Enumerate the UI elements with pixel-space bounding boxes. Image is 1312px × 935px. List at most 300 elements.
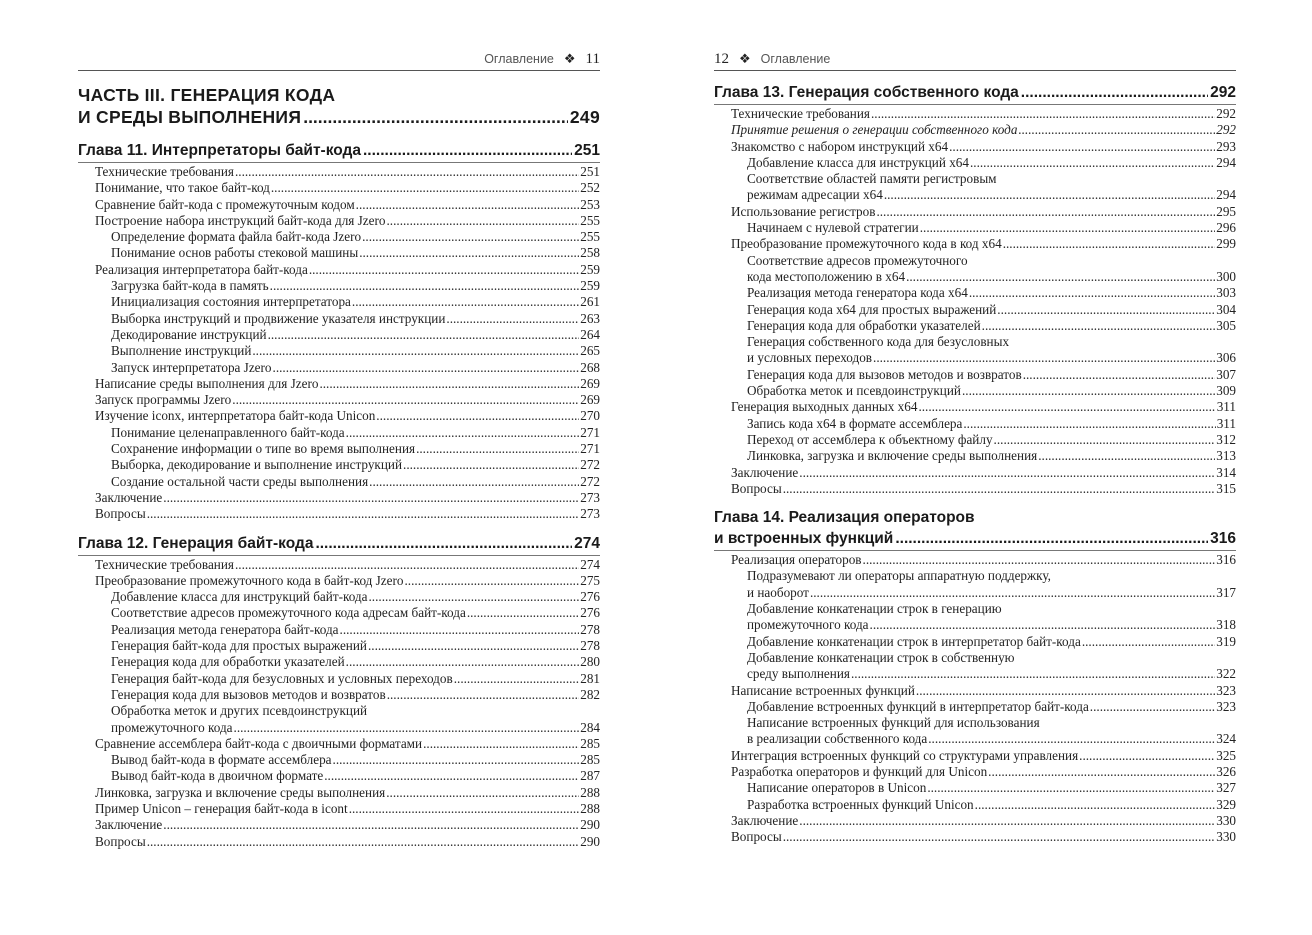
- toc-entry-leader: [454, 671, 580, 687]
- toc-entry[interactable]: [78, 703, 600, 736]
- toc-entry-leader: [423, 736, 579, 752]
- toc-entry-leader: [147, 834, 580, 850]
- toc-entry-leader: [962, 383, 1215, 399]
- chapter-leader: [363, 140, 572, 161]
- toc-entry-row: [95, 736, 600, 752]
- toc-entry-row: [747, 432, 1236, 448]
- left-header-separator-icon: ❖: [563, 51, 576, 66]
- toc-entry-page-number: 304: [1216, 301, 1236, 317]
- toc-entry-row: [111, 654, 600, 670]
- toc-entry-row: [111, 441, 600, 457]
- toc-entry-page-number: 259: [580, 278, 600, 294]
- toc-entry-text: режимам адресации x64: [747, 187, 883, 203]
- toc-entry-text: Переход от ассемблера к объектному файлу: [747, 431, 993, 447]
- toc-entry[interactable]: [714, 318, 1236, 334]
- toc-entry[interactable]: [78, 785, 600, 801]
- toc-entry-leader: [387, 687, 580, 703]
- toc-entry-leader: [163, 490, 579, 506]
- toc-entry-text: Сохранение информации о типе во время выполнения: [111, 441, 416, 457]
- toc-entry-text: Вывод байт-кода в формате ассемблера: [111, 752, 332, 768]
- toc-entry-row: [747, 220, 1236, 236]
- toc-entry-leader: [970, 155, 1215, 171]
- toc-entry[interactable]: [78, 834, 600, 850]
- toc-entry-text: Сравнение байт-кода с промежуточным кодом: [95, 196, 355, 212]
- toc-entry-page-number: 261: [580, 294, 600, 310]
- toc-entry[interactable]: [714, 334, 1236, 367]
- toc-entry[interactable]: [78, 474, 600, 490]
- toc-entry-leader: [1003, 236, 1216, 252]
- toc-entry-leader: [163, 817, 579, 833]
- toc-entry[interactable]: [714, 432, 1236, 448]
- toc-entry-row: [111, 327, 600, 343]
- toc-entry-page-number: 253: [580, 196, 600, 212]
- toc-entry[interactable]: [714, 813, 1236, 829]
- toc-entry-text: Заключение: [731, 812, 799, 828]
- toc-entry[interactable]: [78, 671, 600, 687]
- toc-entry-leader: [928, 731, 1215, 747]
- toc-entry-page-number: 268: [580, 359, 600, 375]
- toc-entry-row: [95, 573, 600, 589]
- toc-entry-text: Написание операторов в Unicon: [747, 780, 927, 796]
- toc-entry[interactable]: [714, 448, 1236, 464]
- toc-entry-text: Реализация операторов: [731, 552, 862, 568]
- toc-entry-page-number: 316: [1216, 552, 1236, 568]
- toc-entry-leader: [876, 204, 1215, 220]
- toc-entry-leader: [268, 327, 580, 343]
- part-title-line2: И СРЕДЫ ВЫПОЛНЕНИЯ: [78, 107, 302, 127]
- chapter-heading-row: [714, 82, 1236, 103]
- toc-entry-page-number: 273: [580, 506, 600, 522]
- toc-entry-leader: [333, 752, 580, 768]
- toc-entry-row: [95, 408, 600, 424]
- toc-entry[interactable]: [714, 650, 1236, 683]
- right-running-header: [714, 48, 1236, 71]
- toc-entry-page-number: 315: [1216, 480, 1236, 496]
- chapter-entries: [78, 164, 600, 523]
- toc-entry[interactable]: [78, 752, 600, 768]
- toc-entry-page-number: 272: [580, 457, 600, 473]
- toc-entry-text: Вопросы: [731, 480, 782, 496]
- toc-entry-text: Соответствие адресов промежуточного кода адресам байт-кода: [111, 605, 466, 621]
- left-header-label: Оглавление: [484, 52, 554, 66]
- toc-entry-page-number: 325: [1216, 747, 1236, 763]
- toc-entry-page-number: 271: [580, 441, 600, 457]
- toc-entry-leader: [235, 164, 579, 180]
- toc-entry-page-number: 264: [580, 326, 600, 342]
- toc-entry[interactable]: [714, 106, 1236, 122]
- toc-entry-row: [95, 557, 600, 573]
- toc-entry-leader: [799, 813, 1215, 829]
- toc-entry-leader: [252, 343, 579, 359]
- toc-entry[interactable]: [78, 573, 600, 589]
- toc-entry-page-number: 281: [580, 670, 600, 686]
- toc-entry-row: [731, 829, 1236, 845]
- toc-entry[interactable]: [78, 654, 600, 670]
- toc-entry-text: Выборка инструкций и продвижение указателя инструкции: [111, 310, 446, 326]
- toc-entry-text: Знакомство с набором инструкций x64: [731, 138, 949, 154]
- toc-entry-text: Инициализация состояния интерпретатора: [111, 294, 351, 310]
- toc-entry[interactable]: [714, 383, 1236, 399]
- toc-entry-leader: [362, 229, 579, 245]
- toc-entry-page-number: 252: [580, 180, 600, 196]
- toc-entry-text: Разработка операторов и функций для Unicon: [731, 763, 988, 779]
- toc-entry-text-line1: Генерация собственного кода для безусловных: [747, 334, 1010, 350]
- toc-entry-text: Вопросы: [95, 506, 146, 522]
- chapter-heading[interactable]: [78, 140, 600, 163]
- toc-entry[interactable]: [714, 171, 1236, 204]
- toc-entry-leader: [997, 302, 1215, 318]
- toc-entry-page-number: 287: [580, 768, 600, 784]
- toc-entry[interactable]: [714, 155, 1236, 171]
- toc-entry-text: Преобразование промежуточного кода в код x64: [731, 236, 1002, 252]
- toc-entry-text: в реализации собственного кода: [747, 731, 928, 747]
- toc-entry[interactable]: [78, 457, 600, 473]
- toc-entry-page-number: 251: [580, 164, 600, 179]
- toc-entry-text: и условных переходов: [747, 350, 873, 366]
- toc-entry-row: [111, 622, 600, 638]
- toc-entry[interactable]: [78, 376, 600, 392]
- toc-entry-row: [95, 197, 600, 213]
- toc-entry-page-number: 284: [580, 719, 600, 735]
- toc-entry-row: [731, 748, 1236, 764]
- right-page-number: 12: [714, 50, 729, 67]
- toc-entry-page-number: 312: [1216, 431, 1236, 447]
- toc-entry-leader: [1038, 448, 1215, 464]
- chapter-title: и встроенных функций: [714, 530, 894, 548]
- toc-entry[interactable]: [714, 780, 1236, 796]
- toc-entry[interactable]: [714, 367, 1236, 383]
- toc-entry[interactable]: [714, 634, 1236, 650]
- toc-entry-text: Технические требования: [95, 556, 234, 572]
- toc-entry-text: Вопросы: [731, 829, 782, 845]
- toc-entry-page-number: 265: [580, 343, 600, 359]
- toc-entry-row: [747, 269, 1236, 285]
- toc-entry-text: Сравнение ассемблера байт-кода с двоичными форматами: [95, 735, 423, 751]
- toc-entry-page-number: 307: [1216, 366, 1236, 382]
- toc-entry-leader: [873, 350, 1215, 366]
- toc-entry[interactable]: [78, 817, 600, 833]
- toc-entry-leader: [403, 457, 579, 473]
- toc-entry-text: Декодирование инструкций: [111, 326, 267, 342]
- toc-entry-row: [111, 720, 600, 736]
- toc-entry[interactable]: [78, 229, 600, 245]
- toc-entry-page-number: 255: [580, 212, 600, 228]
- chapter-page-number: 316: [1210, 530, 1236, 548]
- chapter-entries: [78, 557, 600, 850]
- toc-entry-row: [95, 262, 600, 278]
- toc-entry[interactable]: [78, 360, 600, 376]
- right-toc: [714, 82, 1236, 845]
- toc-entry-leader: [1082, 634, 1215, 650]
- toc-entry-text: кода местоположению в x64: [747, 268, 906, 284]
- chapter-leader: [895, 528, 1208, 549]
- toc-entry-leader: [356, 197, 580, 213]
- toc-entry-text: Добавление класса для инструкций x64: [747, 154, 969, 170]
- toc-entry[interactable]: [78, 638, 600, 654]
- toc-entry[interactable]: [714, 236, 1236, 252]
- toc-entry-page-number: 299: [1216, 236, 1236, 252]
- toc-entry-page-number: 323: [1216, 682, 1236, 698]
- toc-entry[interactable]: [714, 481, 1236, 497]
- toc-entry-text: Выборка, декодирование и выполнение инструкций: [111, 457, 403, 473]
- toc-entry-leader: [920, 220, 1216, 236]
- toc-entry-page-number: 276: [580, 589, 600, 605]
- toc-entry[interactable]: [714, 285, 1236, 301]
- toc-entry-page-number: 269: [580, 392, 600, 408]
- toc-entry-text: Написание среды выполнения для Jzero: [95, 375, 319, 391]
- toc-entry-text: Запись кода x64 в формате ассемблера: [747, 415, 963, 431]
- toc-entry-leader: [1079, 748, 1215, 764]
- right-header-label: Оглавление: [760, 52, 831, 66]
- toc-entry-text: Добавление конкатенации строк в интерпретатор байт-кода: [747, 633, 1081, 649]
- toc-entry-row: [95, 490, 600, 506]
- chapter-entries: [714, 106, 1236, 497]
- chapter-block: [714, 507, 1236, 845]
- toc-entry-page-number: 292: [1216, 122, 1236, 138]
- toc-entry-page-number: 271: [580, 424, 600, 440]
- toc-entry[interactable]: [714, 552, 1236, 568]
- toc-entry[interactable]: [714, 748, 1236, 764]
- toc-entry-text: Изучение iconx, интерпретатора байт-кода Unicon: [95, 408, 376, 424]
- toc-entry-page-number: 311: [1216, 415, 1236, 431]
- toc-entry-leader: [918, 399, 1215, 415]
- toc-entry-page-number: 276: [580, 605, 600, 621]
- toc-entry-leader: [270, 278, 580, 294]
- toc-entry-page-number: 292: [1216, 106, 1236, 121]
- toc-entry[interactable]: [78, 164, 600, 180]
- toc-entry-text: промежуточного кода: [111, 719, 233, 735]
- toc-entry[interactable]: [78, 294, 600, 310]
- toc-entry-leader: [346, 425, 580, 441]
- toc-entry-text: Использование регистров: [731, 203, 876, 219]
- toc-entry-leader: [884, 187, 1215, 203]
- chapter-page-number: 251: [574, 142, 600, 159]
- toc-entry[interactable]: [78, 327, 600, 343]
- toc-entry-row: [747, 448, 1236, 464]
- toc-entry-row: [747, 285, 1236, 301]
- toc-entry-row: [747, 634, 1236, 650]
- toc-entry-text: Построение набора инструкций байт-кода для Jzero: [95, 212, 386, 228]
- chapter-heading[interactable]: [78, 533, 600, 556]
- toc-entry-row: [111, 245, 600, 261]
- toc-entry[interactable]: [78, 768, 600, 784]
- toc-entry-leader: [319, 376, 579, 392]
- toc-entry[interactable]: [714, 601, 1236, 634]
- toc-entry-leader: [234, 720, 580, 736]
- toc-entry-row: [95, 392, 600, 408]
- toc-entry-page-number: 288: [580, 784, 600, 800]
- toc-entry-page-number: 330: [1216, 812, 1236, 828]
- toc-entry-text: Генерация кода для вызовов методов и возвратов: [111, 686, 386, 702]
- toc-entry-row: [731, 552, 1236, 568]
- toc-entry[interactable]: [714, 568, 1236, 601]
- toc-entry-text: Написание встроенных функций: [731, 682, 915, 698]
- toc-entry-page-number: 326: [1216, 763, 1236, 779]
- toc-entry-page-number: 295: [1216, 203, 1236, 219]
- toc-entry-row: [731, 139, 1236, 155]
- toc-entry-text: Интеграция встроенных функций со структурами управления: [731, 747, 1079, 763]
- toc-entry[interactable]: [78, 736, 600, 752]
- toc-entry[interactable]: [78, 408, 600, 424]
- toc-entry[interactable]: [714, 253, 1236, 286]
- toc-entry-page-number: 270: [580, 408, 600, 424]
- toc-entry[interactable]: [714, 683, 1236, 699]
- toc-entry-row: [747, 318, 1236, 334]
- toc-entry[interactable]: [714, 416, 1236, 432]
- chapter-block: [714, 82, 1236, 497]
- toc-entry[interactable]: [78, 589, 600, 605]
- toc-entry-leader: [324, 768, 579, 784]
- toc-entry[interactable]: [78, 605, 600, 621]
- toc-entry-leader: [871, 106, 1215, 122]
- chapter-title: Глава 13. Генерация собственного кода: [714, 84, 1019, 101]
- left-running-header: [78, 48, 600, 71]
- toc-entry-text: Запуск программы Jzero: [95, 392, 232, 408]
- toc-entry-leader: [963, 416, 1215, 432]
- toc-entry-leader: [916, 683, 1215, 699]
- toc-entry-leader: [994, 432, 1216, 448]
- toc-entry[interactable]: [78, 622, 600, 638]
- toc-entry-text: Добавление класса для инструкций байт-кода: [111, 589, 368, 605]
- toc-entry-row: [111, 457, 600, 473]
- toc-entry[interactable]: [78, 490, 600, 506]
- toc-entry-page-number: 296: [1216, 220, 1236, 236]
- toc-entry-row: [111, 311, 600, 327]
- toc-entry-row: [747, 585, 1236, 601]
- toc-entry[interactable]: [78, 557, 600, 573]
- toc-entry-leader: [340, 622, 580, 638]
- toc-entry[interactable]: [78, 392, 600, 408]
- toc-entry-page-number: 282: [580, 686, 600, 702]
- toc-entry-page-number: 288: [580, 800, 600, 816]
- toc-entry[interactable]: [78, 506, 600, 522]
- toc-entry[interactable]: [78, 311, 600, 327]
- toc-entry-page-number: 263: [580, 310, 600, 326]
- chapter-page-number: 292: [1210, 84, 1236, 101]
- toc-entry[interactable]: [714, 122, 1236, 138]
- chapter-title-line1: Глава 14. Реализация операторов: [714, 509, 975, 527]
- toc-entry[interactable]: [714, 302, 1236, 318]
- toc-entry[interactable]: [714, 220, 1236, 236]
- chapter-heading[interactable]: [714, 82, 1236, 105]
- toc-entry[interactable]: [714, 139, 1236, 155]
- chapter-title: Глава 11. Интерпретаторы байт-кода: [78, 142, 361, 159]
- toc-entry-row: [747, 350, 1236, 366]
- toc-entry[interactable]: [714, 465, 1236, 481]
- toc-entry-text: Загрузка байт-кода в память: [111, 278, 269, 294]
- toc-entry[interactable]: [78, 441, 600, 457]
- toc-entry-leader: [346, 654, 580, 670]
- toc-entry-leader: [982, 318, 1216, 334]
- toc-entry-page-number: 311: [1216, 399, 1236, 415]
- toc-entry[interactable]: [78, 687, 600, 703]
- toc-entry-row: [747, 797, 1236, 813]
- toc-entry-page-number: 294: [1216, 187, 1236, 203]
- toc-entry[interactable]: [78, 343, 600, 359]
- toc-entry-row: [731, 204, 1236, 220]
- toc-entry[interactable]: [714, 829, 1236, 845]
- toc-entry[interactable]: [78, 180, 600, 196]
- toc-entry-leader: [235, 557, 579, 573]
- toc-entry[interactable]: [714, 797, 1236, 813]
- toc-entry-page-number: 309: [1216, 383, 1236, 399]
- toc-entry-row: [111, 278, 600, 294]
- toc-entry[interactable]: [78, 197, 600, 213]
- toc-entry-page-number: 272: [580, 473, 600, 489]
- toc-entry-leader: [969, 285, 1215, 301]
- chapter-heading[interactable]: [714, 507, 1236, 551]
- toc-entry[interactable]: [714, 715, 1236, 748]
- toc-entry-row: [747, 666, 1236, 682]
- toc-entry-text-line1: Добавление конкатенации строк в генерацию: [747, 601, 1002, 617]
- toc-entry-text-line1: Написание встроенных функций для использования: [747, 715, 1040, 731]
- left-page-number: 11: [585, 50, 600, 67]
- toc-entry[interactable]: [78, 278, 600, 294]
- toc-entry-leader: [147, 506, 580, 522]
- toc-entry[interactable]: [78, 213, 600, 229]
- toc-entry[interactable]: [78, 801, 600, 817]
- toc-entry-row: [747, 383, 1236, 399]
- toc-entry-page-number: 324: [1216, 731, 1236, 747]
- part-heading[interactable]: [78, 84, 600, 128]
- toc-entry[interactable]: [714, 699, 1236, 715]
- toc-entry-text: Определение формата файла байт-кода Jzero: [111, 229, 362, 245]
- toc-entry[interactable]: [714, 764, 1236, 780]
- toc-entry-row: [747, 617, 1236, 633]
- toc-entry-text-line1: Соответствие адресов промежуточного: [747, 252, 968, 268]
- toc-entry[interactable]: [714, 204, 1236, 220]
- chapter-title: Глава 12. Генерация байт-кода: [78, 534, 314, 552]
- toc-entry-text: Реализация метода генератора кода x64: [747, 285, 968, 301]
- toc-entry-leader: [232, 392, 579, 408]
- toc-entry-page-number: 323: [1216, 698, 1236, 714]
- toc-entry-text: Начинаем с нулевой стратегии: [747, 220, 919, 236]
- toc-entry-row: [95, 801, 600, 817]
- toc-entry-page-number: 322: [1216, 666, 1236, 682]
- toc-entry-text: Вопросы: [95, 833, 146, 849]
- toc-entry-text: Реализация метода генератора байт-кода: [111, 621, 339, 637]
- toc-entry-text: Принятие решения о генерации собственного кода: [731, 122, 1018, 138]
- toc-entry-row: [111, 687, 600, 703]
- toc-entry-leader: [359, 245, 579, 261]
- toc-entry-text: Генерация байт-кода для простых выражений: [111, 638, 367, 654]
- toc-entry-page-number: 285: [580, 752, 600, 768]
- part-leader: [303, 106, 568, 128]
- toc-entry[interactable]: [78, 425, 600, 441]
- toc-entry-page-number: 255: [580, 229, 600, 245]
- toc-entry-text: Реализация интерпретатора байт-кода: [95, 261, 308, 277]
- toc-entry-leader: [446, 311, 579, 327]
- toc-entry-leader: [1090, 699, 1215, 715]
- toc-entry-text: Обработка меток и псевдоинструкций: [747, 383, 961, 399]
- toc-entry-text: Генерация кода x64 для простых выражений: [747, 301, 997, 317]
- toc-entry-page-number: 274: [580, 556, 600, 572]
- toc-entry-leader: [416, 441, 579, 457]
- toc-entry-text: Вывод байт-кода в двоичном формате: [111, 768, 324, 784]
- toc-entry-page-number: 303: [1216, 285, 1236, 301]
- toc-entry-row: [747, 302, 1236, 318]
- toc-entry-text: Выполнение инструкций: [111, 343, 252, 359]
- toc-entry-row: [95, 834, 600, 850]
- toc-entry[interactable]: [714, 399, 1236, 415]
- toc-entry[interactable]: [78, 262, 600, 278]
- toc-entry-leader: [810, 585, 1215, 601]
- toc-entry-text: Понимание основ работы стековой машины: [111, 245, 359, 261]
- toc-entry-text: Линковка, загрузка и включение среды выполнения: [95, 784, 386, 800]
- toc-entry-text: Технические требования: [95, 164, 234, 179]
- toc-entry[interactable]: [78, 245, 600, 261]
- toc-entry-row: [731, 764, 1236, 780]
